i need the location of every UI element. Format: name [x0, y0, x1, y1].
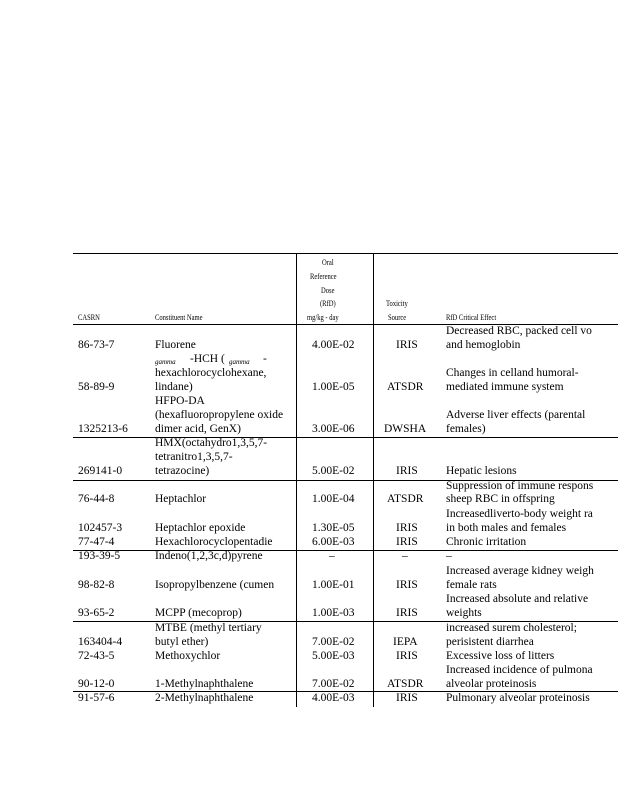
cell-effect: Pulmonary alveolar proteinosis	[446, 692, 590, 704]
cell-effect: Hepatic lesions	[446, 465, 517, 477]
cell-rfd: 1.00E-03	[312, 607, 355, 619]
cell-name: hexachlorocyclohexane,	[155, 367, 267, 379]
cell-source: ATSDR	[387, 493, 424, 505]
cell-casrn: 72-43-5	[78, 650, 115, 662]
cell-casrn: 163404-4	[78, 636, 123, 648]
cell-name: MCPP (mecoprop)	[155, 607, 242, 619]
cell-effect: mediated immune system	[446, 381, 564, 393]
cell-rfd: 1.00E-04	[312, 493, 355, 505]
cell-rfd: 7.00E-02	[312, 636, 355, 648]
cell-name: Hexachlorocyclopentadie	[155, 536, 273, 548]
cell-effect: weights	[446, 607, 482, 619]
cell-name: Fluorene	[155, 339, 196, 351]
cell-name: 1-Methylnaphthalene	[155, 678, 254, 690]
cell-source: IRIS	[396, 579, 418, 591]
cell-name: Isopropylbenzene (cumen	[155, 579, 275, 591]
header-toxicity-line1: Toxicity	[386, 299, 408, 308]
cell-name: tetranitro1,3,5,7-	[155, 451, 233, 463]
table-top-rule	[73, 253, 618, 254]
cell-casrn: 193-39-5	[78, 550, 121, 562]
header-rfd-line1: Oral	[322, 258, 334, 267]
cell-effect: Increased average kidney weigh	[446, 565, 594, 577]
cell-casrn: 76-44-8	[78, 493, 115, 505]
cell-effect: and hemoglobin	[446, 339, 521, 351]
cell-casrn: 77-47-4	[78, 536, 115, 548]
cell-name: Methoxychlor	[155, 650, 221, 662]
cell-source: IRIS	[396, 522, 418, 534]
cell-effect: Increased absolute and relative	[446, 593, 589, 605]
cell-name: butyl ether)	[155, 636, 209, 648]
cell-rfd: 1.30E-05	[312, 522, 355, 534]
cell-casrn: 58-89-9	[78, 381, 115, 393]
cell-effect: Increasedliverto-body weight ra	[446, 508, 593, 520]
cell-name: Heptachlor	[155, 493, 207, 505]
cell-rfd: 7.00E-02	[312, 678, 355, 690]
cell-source: IRIS	[396, 650, 418, 662]
cell-effect: Adverse liver effects (parental	[446, 409, 586, 421]
cell-casrn: 98-82-8	[78, 579, 115, 591]
cell-casrn: 102457-3	[78, 522, 123, 534]
cell-source: IRIS	[396, 607, 418, 619]
cell-casrn: 90-12-0	[78, 678, 115, 690]
cell-casrn: 86-73-7	[78, 339, 115, 351]
header-rfd-line3: Dose	[321, 286, 335, 295]
cell-effect: Suppression of immune respons	[446, 480, 594, 492]
cell-name: HMX(octahydro1,3,5,7-	[155, 437, 268, 449]
cell-rfd: 1.00E-05	[312, 381, 355, 393]
cell-name: MTBE (methyl tertiary	[155, 622, 262, 634]
cell-rfd: 5.00E-02	[312, 465, 355, 477]
header-critical-effect: RfD Critical Effect	[446, 313, 497, 322]
cell-source: IRIS	[396, 692, 418, 704]
cell-effect: increased surem cholesterol;	[446, 622, 577, 634]
cell-source: IRIS	[396, 465, 418, 477]
cell-source: IRIS	[396, 339, 418, 351]
cell-name: dimer acid, GenX)	[155, 423, 241, 435]
cell-source: IEPA	[393, 636, 418, 648]
cell-source: ATSDR	[387, 381, 424, 393]
cell-source: ATSDR	[387, 678, 424, 690]
cell-rfd: 3.00E-06	[312, 423, 355, 435]
header-toxicity-line2: Source	[388, 313, 407, 322]
cell-effect: Excessive loss of litters	[446, 650, 555, 662]
cell-name: (hexafluoropropylene oxide	[155, 409, 284, 421]
cell-effect: Chronic irritation	[446, 536, 527, 548]
header-rfd-line4: (RfD)	[320, 299, 336, 308]
cell-effect: female rats	[446, 579, 497, 591]
cell-name: Heptachlor epoxide	[155, 522, 246, 534]
cell-rfd: 4.00E-03	[312, 692, 355, 704]
header-rfd-line2: Reference	[310, 272, 337, 281]
cell-rfd: 1.00E-01	[312, 579, 355, 591]
cell-name-gamma: gamma	[155, 358, 176, 366]
cell-name: tetrazocine)	[155, 465, 210, 477]
cell-casrn: 1325213-6	[78, 423, 128, 435]
header-constituent-name: Constituent Name	[155, 313, 203, 322]
cell-name: 2-Methylnaphthalene	[155, 692, 254, 704]
header-rfd-line5: mg/kg - day	[307, 313, 339, 322]
cell-rfd: 4.00E-02	[312, 339, 355, 351]
cell-effect: Changes in celland humoral-	[446, 367, 579, 379]
cell-effect: in both males and females	[446, 522, 567, 534]
cell-effect: perisistent diarrhea	[446, 636, 534, 648]
cell-casrn: 91-57-6	[78, 692, 115, 704]
cell-source: IRIS	[396, 536, 418, 548]
cell-effect: –	[446, 550, 452, 562]
cell-effect: females)	[446, 423, 486, 435]
cell-casrn: 269141-0	[78, 465, 123, 477]
cell-casrn: 93-65-2	[78, 607, 115, 619]
cell-source: DWSHA	[384, 423, 427, 435]
cell-name: -HCH (	[190, 353, 225, 365]
cell-name: lindane)	[155, 381, 193, 393]
cell-effect: Decreased RBC, packed cell vo	[446, 325, 592, 337]
cell-name: -	[263, 353, 267, 365]
cell-effect: sheep RBC in offspring	[446, 493, 555, 505]
cell-name: Indeno(1,2,3c,d)pyrene	[155, 550, 263, 562]
cell-rfd: 5.00E-03	[312, 650, 355, 662]
cell-rfd: 6.00E-03	[312, 536, 355, 548]
cell-name-gamma: gamma	[229, 358, 250, 366]
cell-name: HFPO-DA	[155, 395, 205, 407]
cell-effect: Increased incidence of pulmona	[446, 664, 593, 676]
cell-effect: alveolar proteinosis	[446, 678, 537, 690]
header-casrn: CASRN	[78, 313, 100, 322]
cell-rfd: –	[329, 550, 335, 562]
cell-source: –	[402, 550, 408, 562]
